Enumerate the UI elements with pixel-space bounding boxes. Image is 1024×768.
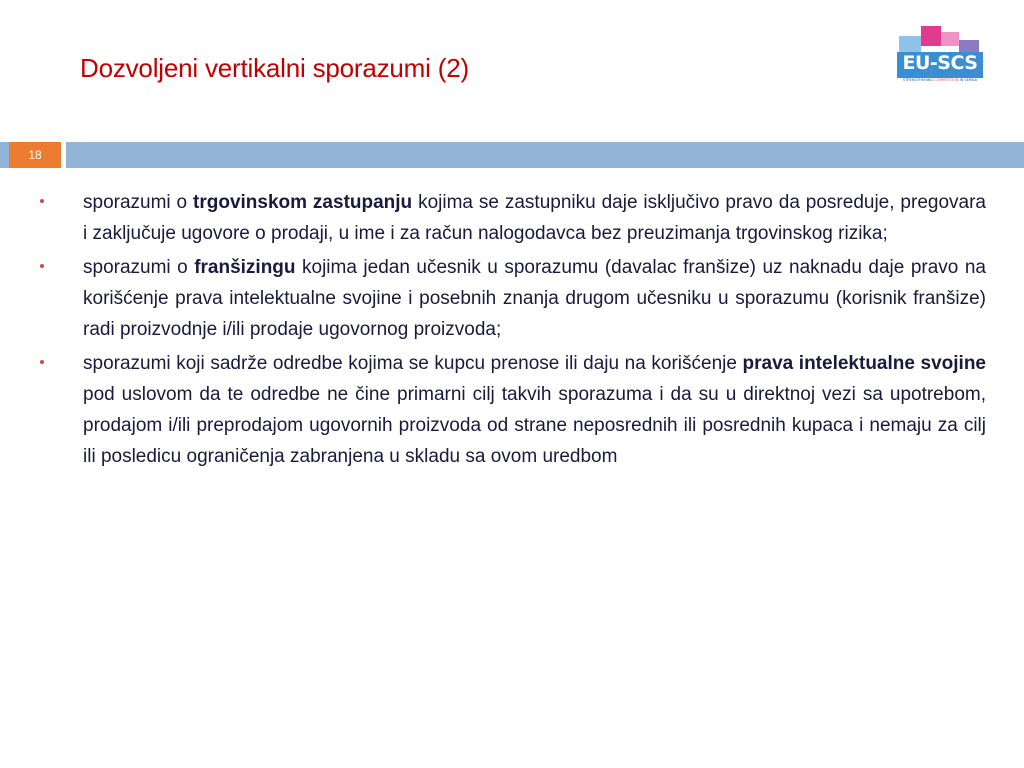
bullet-bold-term: trgovinskom zastupanju (193, 192, 413, 213)
bar-right-segment (66, 142, 1024, 168)
slide-number-box (9, 142, 61, 168)
bullet-dot-icon (40, 199, 44, 203)
bar-left-segment (0, 142, 9, 168)
bullet-text: sporazumi o (83, 257, 195, 278)
bullet-item (40, 348, 986, 472)
logo-square-light-blue (899, 36, 921, 52)
slide-number: 18 (28, 148, 42, 162)
bullet-text: sporazumi o (83, 192, 194, 213)
bullet-item (40, 252, 986, 345)
eu-scs-logo (897, 26, 983, 88)
logo-tagline: STRENGTHENING COMPETITION IN SERBIA (902, 78, 978, 82)
logo-square-purple (959, 40, 979, 52)
bullet-item (40, 187, 986, 249)
bullet-text: pod uslovom da te odredbe ne čine primarni cilj takvih sporazuma i da su u direktnoj vezi sa upotrebom, prodajom i/ili preprodajom ugovornih proizvoda od strane neposrednih ili posrednih kupaca i nemaju za cilj ili posledicu ograničenja zabranjena u skladu sa ovom uredbom (83, 384, 986, 467)
slide-number-bar (0, 142, 1024, 168)
logo-square-pink-light (941, 32, 959, 46)
logo-square-pink (921, 26, 941, 46)
bullet-list (40, 187, 986, 475)
bullet-bold-term: franšizingu (194, 257, 296, 278)
bullet-text: kojima jedan učesnik u sporazumu (davalac franšize) uz naknadu daje pravo na korišćenje prava intelektualne svojine i posebnih znanja drugom učesniku u sporazumu (korisnik franšize) radi proizvodnje i/ili prodaje ugovornog proizvoda; (83, 257, 986, 340)
bullet-bold-term: prava intelektualne svojine (742, 353, 986, 374)
bullet-dot-icon (40, 360, 44, 364)
slide-title: Dozvoljeni vertikalni sporazumi (2) (80, 53, 469, 83)
logo-text: EU-SCS (902, 52, 978, 74)
bullet-text: kojima se zastupniku daje isključivo pravo da posreduje, pregovara i zaključuje ugovore o prodaji, u ime i za račun nalogodavca bez preuzimanja trgovinskog rizika; (83, 192, 986, 244)
bullet-text: sporazumi koji sadrže odredbe kojima se kupcu prenose ili daju na korišćenje (83, 353, 743, 374)
bullet-dot-icon (40, 264, 44, 268)
